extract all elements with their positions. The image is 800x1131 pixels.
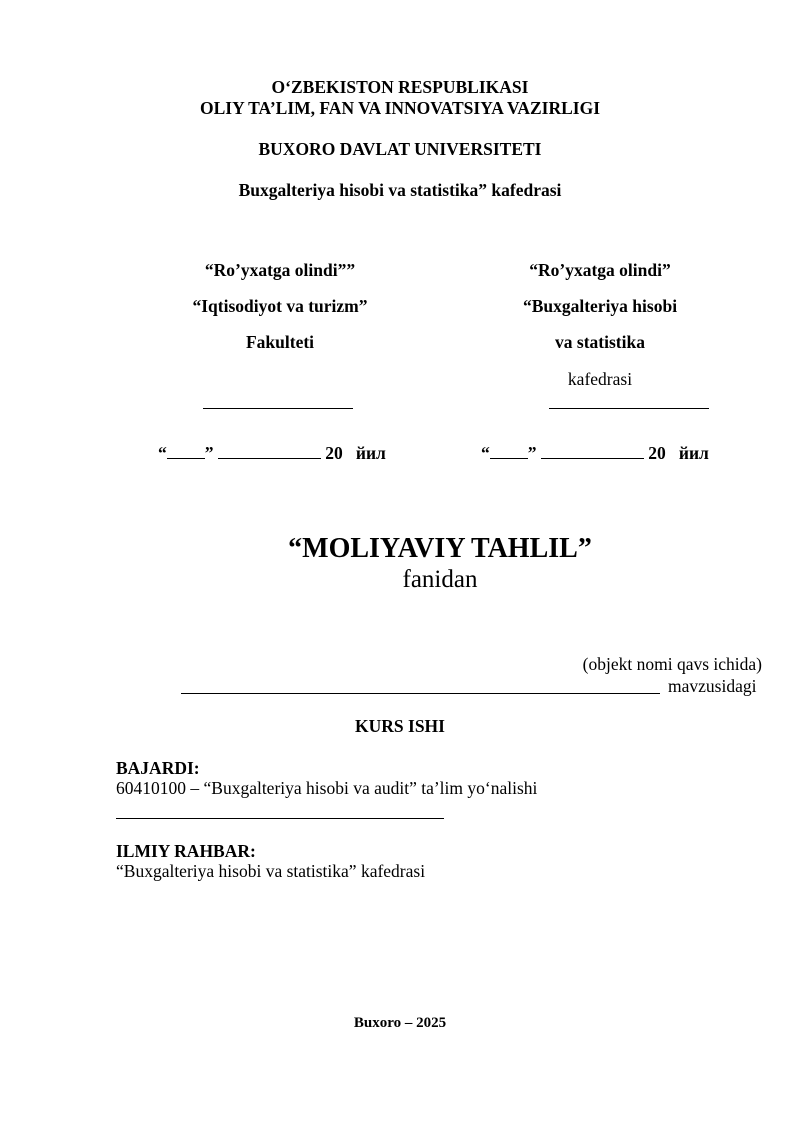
left-date-close-quote: ” xyxy=(204,443,214,463)
left-signature-line xyxy=(203,408,353,409)
performer-program: 60410100 – “Buxgalteriya hisobi va audit” ta’lim yo‘nalishi xyxy=(116,778,538,798)
footer-place-year: Buxoro – 2025 xyxy=(353,1015,447,1031)
topic-blank-line xyxy=(181,693,660,694)
topic-suffix: mavzusidagi xyxy=(668,676,757,696)
right-year-word: йил xyxy=(678,443,709,463)
performer-label: BAJARDI: xyxy=(116,758,200,778)
left-year: 20 xyxy=(325,443,343,463)
right-day-blank xyxy=(490,443,528,459)
left-registered-label: “Ro’yxatga olindi”” xyxy=(204,260,356,280)
topic-note: (objekt nomi qavs ichida) xyxy=(582,654,762,674)
university-name: BUXORO DAVLAT UNIVERSITETI xyxy=(258,139,542,159)
left-faculty-word: Fakulteti xyxy=(245,332,315,352)
right-year: 20 xyxy=(648,443,666,463)
right-date-close-quote: ” xyxy=(527,443,537,463)
right-month-blank xyxy=(541,443,644,459)
work-type: KURS ISHI xyxy=(355,716,445,736)
subject-suffix: fanidan xyxy=(402,566,478,593)
right-dept-line-2: va statistika xyxy=(555,332,645,352)
subject-title: “MOLIYAVIY TAHLIL” xyxy=(288,533,592,564)
department-name: Buxgalteriya hisobi va statistika” kafedrasi xyxy=(238,180,562,200)
right-date-line xyxy=(481,443,709,463)
right-dept-word: kafedrasi xyxy=(567,369,633,389)
right-date-open-quote: “ xyxy=(481,443,490,463)
supervisor-department: “Buxgalteriya hisobi va statistika” kafedrasi xyxy=(116,861,426,881)
left-faculty-name: “Iqtisodiyot va turizm” xyxy=(192,296,368,316)
performer-name-line xyxy=(116,818,444,819)
right-dept-line-1: “Buxgalteriya hisobi xyxy=(522,296,678,316)
right-registered-label: “Ro’yxatga olindi” xyxy=(529,260,671,280)
left-day-blank xyxy=(167,443,205,459)
supervisor-label: ILMIY RAHBAR: xyxy=(116,841,256,861)
ministry-line-1: O‘ZBEKISTON RESPUBLIKASI xyxy=(271,77,529,97)
right-signature-line xyxy=(549,408,709,409)
left-month-blank xyxy=(218,443,321,459)
left-year-word: йил xyxy=(355,443,386,463)
left-date-open-quote: “ xyxy=(158,443,167,463)
ministry-line-2: OLIY TA’LIM, FAN VA INNOVATSIYA VAZIRLIGI xyxy=(199,98,601,118)
left-date-line xyxy=(158,443,386,463)
